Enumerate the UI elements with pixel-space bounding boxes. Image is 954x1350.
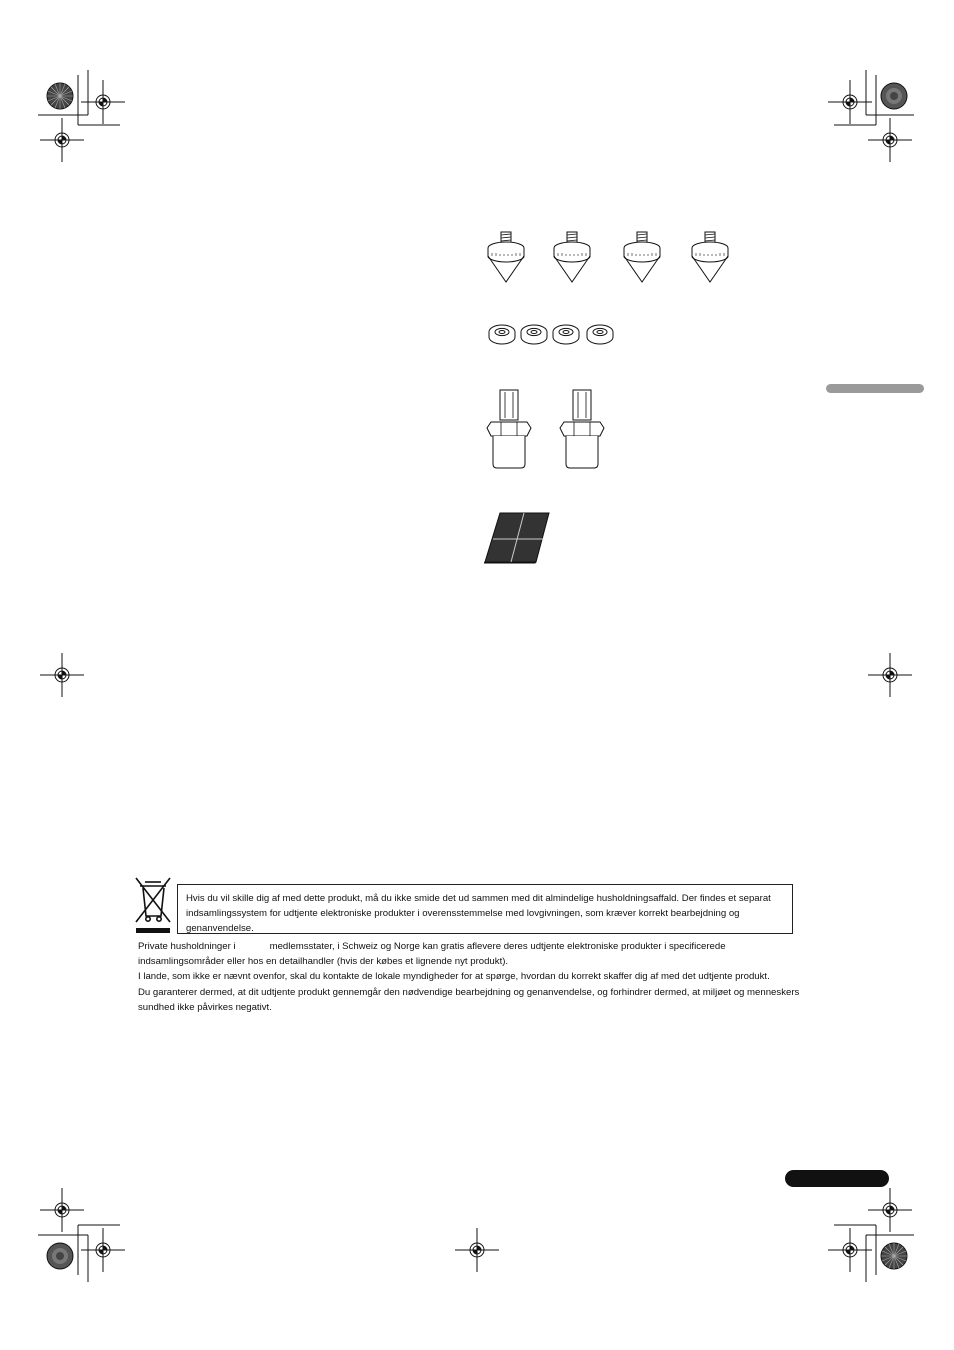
crossed-out-wheeled-bin-icon bbox=[134, 876, 172, 934]
registration-mark-icon bbox=[828, 80, 872, 124]
adapters-illustration bbox=[482, 388, 612, 472]
registration-mark-icon bbox=[828, 1228, 872, 1272]
registration-mark-icon bbox=[868, 118, 912, 162]
registration-mark-icon bbox=[81, 1228, 125, 1272]
spike-pad-icon bbox=[553, 325, 579, 344]
spike-pad-icon bbox=[489, 325, 515, 344]
spikes-illustration bbox=[480, 228, 740, 288]
registration-mark-icon bbox=[40, 1188, 84, 1232]
weee-notice-text: Hvis du vil skille dig af med dette produkt, må du ikke smide det ud sammen med dit almindelige husholdningsaffald. Der findes et separat indsamlingssystem for udtjente elektroniske produkter i overensstemmelse med lovgivningen, som kræver korrekt bearbejdning og genanvendelse. bbox=[186, 893, 771, 935]
spike-pads-illustration bbox=[482, 320, 622, 350]
spike-pad-icon bbox=[587, 325, 613, 344]
spike-icon bbox=[624, 232, 660, 282]
registration-mark-icon bbox=[40, 118, 84, 162]
registration-mark-icon bbox=[868, 653, 912, 697]
private-households-prefix: Private husholdninger i bbox=[138, 941, 236, 952]
spike-icon bbox=[554, 232, 590, 282]
spike-pad-icon bbox=[521, 325, 547, 344]
private-households-text: medlemsstater, i Schweiz og Norge kan gratis aflevere deres udtjente elektroniske produkter i specificerede indsamlingsområder eller hos en detailhandler (hvis der købes et lignende nyt produkt). bbox=[138, 941, 726, 968]
registration-mark-icon bbox=[868, 1188, 912, 1232]
adapter-icon bbox=[487, 390, 531, 468]
registration-mark-icon bbox=[455, 1228, 499, 1272]
registration-mark-icon bbox=[81, 80, 125, 124]
page-number-pill bbox=[785, 1170, 889, 1187]
weee-notice-box bbox=[177, 884, 793, 934]
guarantee-paragraph: Du garanterer dermed, at dit udtjente produkt gennemgår den nødvendige bearbejdning og genanvendelse, og forhindrer dermed, at miljøet og menneskers sundhed ikke påvirkes negativt. bbox=[138, 987, 800, 1014]
spike-icon bbox=[692, 232, 728, 282]
spike-icon bbox=[488, 232, 524, 282]
non-skid-pad-illustration bbox=[484, 512, 552, 564]
private-households-paragraph bbox=[138, 939, 802, 969]
registration-mark-icon bbox=[40, 653, 84, 697]
adapter-icon bbox=[560, 390, 604, 468]
language-side-tab bbox=[826, 384, 924, 393]
other-countries-paragraph: I lande, som ikke er nævnt ovenfor, skal du kontakte de lokale myndigheder for at spørge, hvordan du korrekt skaffer dig af med det udtjente produkt. bbox=[138, 971, 770, 982]
